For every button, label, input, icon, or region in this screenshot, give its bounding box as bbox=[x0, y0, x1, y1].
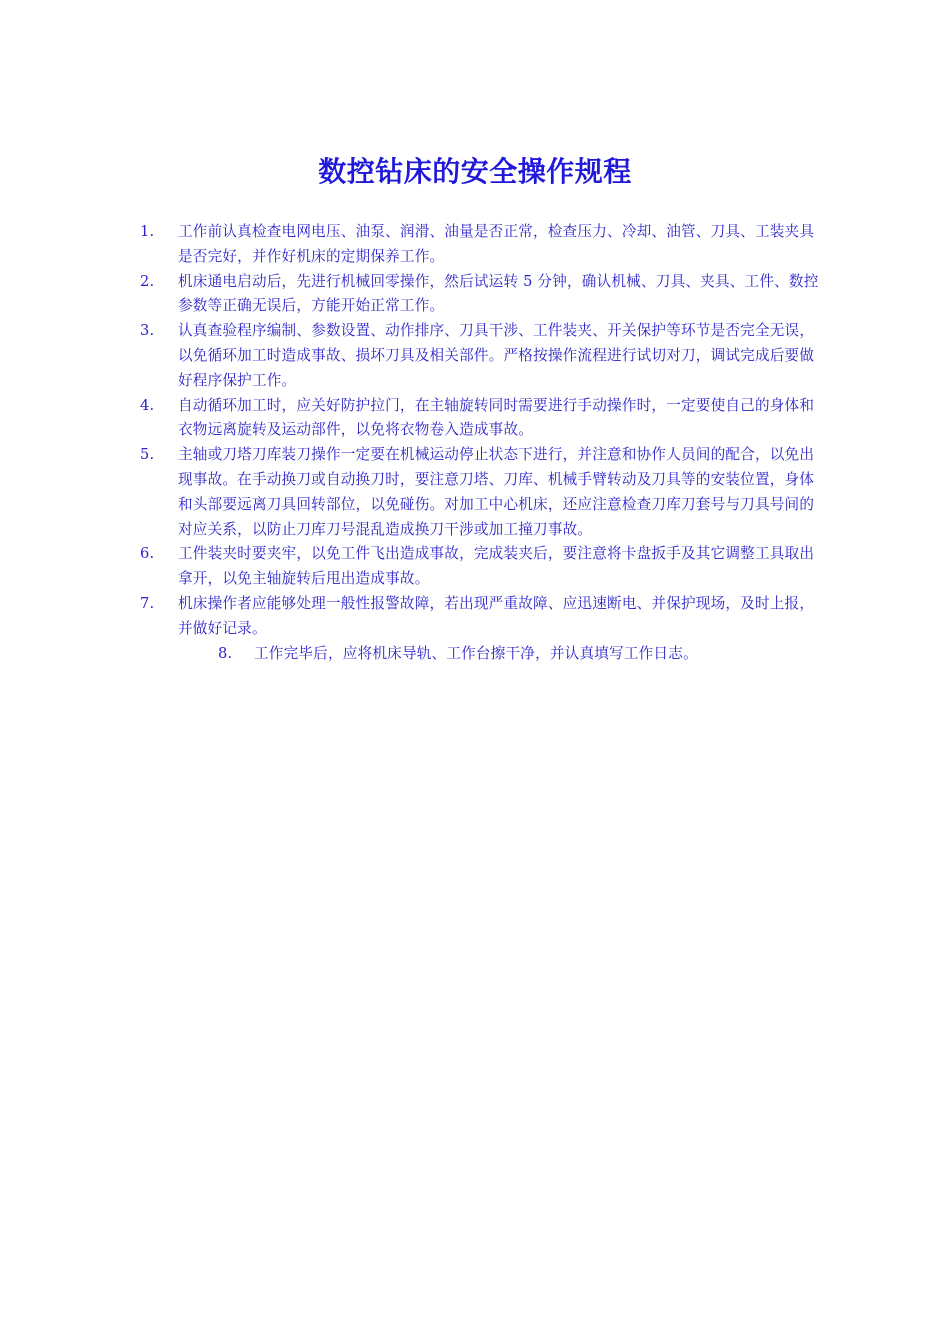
item-number: 4. bbox=[140, 396, 155, 414]
document-title: 数控钻床的安全操作规程 bbox=[318, 155, 632, 188]
item-text: 机床通电启动后，先进行机械回零操作，然后试运转 5 分钟，确认机械、刀具、夹具、工件、数控参数等正确无误后，方能开始正常工作。 bbox=[178, 272, 819, 315]
list-item bbox=[140, 592, 820, 642]
list-item bbox=[140, 270, 820, 320]
item-text: 机床操作者应能够处理一般性报警故障，若出现严重故障、应迅速断电、并保护现场，及时上报，并做好记录。 bbox=[178, 594, 815, 637]
list-item bbox=[140, 319, 820, 393]
item-number: 2. bbox=[140, 272, 155, 290]
item-text: 自动循环加工时，应关好防护拉门，在主轴旋转同时需要进行手动操作时，一定要使自己的身体和衣物远离旋转及运动部件，以免将衣物卷入造成事故。 bbox=[178, 396, 815, 439]
list-item bbox=[140, 443, 820, 542]
item-text: 主轴或刀塔刀库装刀操作一定要在机械运动停止状态下进行，并注意和协作人员间的配合，以免出现事故。在手动换刀或自动换刀时，要注意刀塔、刀库、机械手臂转动及刀具等的安装位置，身体和头部要远离刀具回转部位，以免碰伤。对加工中心机床，还应注意检查刀库刀套号与刀具号间的对应关系，以防止刀库刀号混乱造成换刀干涉或加工撞刀事故。 bbox=[178, 446, 815, 538]
item-text: 认真查验程序编制、参数设置、动作排序、刀具干涉、工件装夹、开关保护等环节是否完全无误，以免循环加工时造成事故、损坏刀具及相关部件。严格按操作流程进行试切对刀，调试完成后要做好程序保护工作。 bbox=[178, 322, 815, 389]
item-number: 7. bbox=[140, 594, 155, 612]
item-text: 工作完毕后，应将机床导轨、工作台擦干净，并认真填写工作日志。 bbox=[254, 644, 698, 662]
item-number: 3. bbox=[140, 322, 155, 340]
item-number: 8. bbox=[218, 644, 233, 662]
item-number: 5. bbox=[140, 446, 155, 464]
item-text: 工件装夹时要夹牢，以免工件飞出造成事故，完成装夹后，要注意将卡盘扳手及其它调整工具取出拿开，以免主轴旋转后甩出造成事故。 bbox=[178, 545, 815, 588]
list-item bbox=[140, 642, 820, 667]
list-item bbox=[140, 542, 820, 592]
item-text: 工作前认真检查电网电压、油泵、润滑、油量是否正常，检查压力、冷却、油管、刀具、工装夹具是否完好，并作好机床的定期保养工作。 bbox=[178, 223, 815, 265]
item-number: 1. bbox=[140, 223, 155, 240]
safety-rules-list bbox=[140, 220, 820, 666]
list-item bbox=[140, 394, 820, 444]
list-item bbox=[140, 220, 820, 270]
item-number: 6. bbox=[140, 545, 155, 563]
